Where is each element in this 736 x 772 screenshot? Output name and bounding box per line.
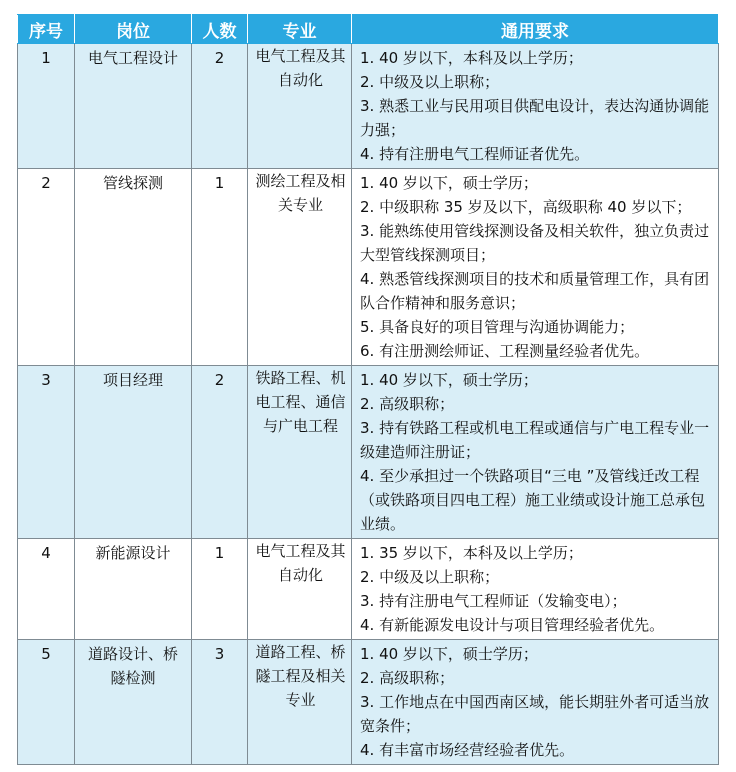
row-requirements	[352, 640, 719, 765]
requirement-item: 4. 有新能源发电设计与项目管理经验者优先。	[360, 616, 665, 634]
row-position: 电气工程设计	[75, 44, 192, 169]
row-major: 电气工程及其自动化	[248, 539, 352, 640]
requirement-item: 4. 有丰富市场经营经验者优先。	[360, 741, 575, 759]
row-index: 2	[18, 169, 75, 366]
row-major: 电气工程及其自动化	[248, 44, 352, 169]
requirement-item: 2. 高级职称；	[360, 395, 455, 413]
table-row	[18, 640, 719, 765]
header-requirements: 通用要求	[352, 15, 719, 44]
table-row	[18, 539, 719, 640]
header-position: 岗位	[75, 15, 192, 44]
table-row	[18, 44, 719, 169]
row-index: 3	[18, 366, 75, 539]
table-header-row	[18, 15, 719, 44]
requirement-item: 2. 高级职称；	[360, 669, 455, 687]
requirement-item: 1. 40 岁以下，硕士学历；	[360, 645, 538, 663]
requirement-item: 2. 中级及以上职称；	[360, 73, 500, 91]
row-count: 3	[192, 640, 248, 765]
requirement-item: 1. 40 岁以下，硕士学历；	[360, 371, 538, 389]
requirement-item: 3. 工作地点在中国西南区域，能长期驻外者可适当放宽条件；	[360, 693, 710, 735]
table-row	[18, 366, 719, 539]
row-count: 1	[192, 169, 248, 366]
row-count: 1	[192, 539, 248, 640]
requirement-item: 2. 中级职称 35 岁及以下，高级职称 40 岁以下；	[360, 198, 692, 216]
requirement-item: 2. 中级及以上职称；	[360, 568, 500, 586]
row-requirements	[352, 539, 719, 640]
table-row	[18, 169, 719, 366]
row-count: 2	[192, 44, 248, 169]
requirement-item: 6. 有注册测绘师证、工程测量经验者优先。	[360, 342, 650, 360]
header-count: 人数	[192, 15, 248, 44]
row-index: 1	[18, 44, 75, 169]
requirement-item: 3. 持有铁路工程或机电工程或通信与广电工程专业一级建造师注册证；	[360, 419, 710, 461]
requirement-item: 3. 能熟练使用管线探测设备及相关软件，独立负责过大型管线探测项目；	[360, 222, 710, 264]
row-count: 2	[192, 366, 248, 539]
header-index: 序号	[18, 15, 75, 44]
row-position: 道路设计、桥隧检测	[75, 640, 192, 765]
row-position: 新能源设计	[75, 539, 192, 640]
requirement-item: 4. 熟悉管线探测项目的技术和质量管理工作，具有团队合作精神和服务意识；	[360, 270, 710, 312]
requirement-item: 1. 35 岁以下，本科及以上学历；	[360, 544, 583, 562]
row-index: 5	[18, 640, 75, 765]
row-major: 铁路工程、机电工程、通信与广电工程	[248, 366, 352, 539]
requirement-item: 4. 至少承担过一个铁路项目“三电 ”及管线迁改工程（或铁路项目四电工程）施工业绩或设计施工总承包业绩。	[360, 467, 706, 533]
requirement-item: 5. 具备良好的项目管理与沟通协调能力；	[360, 318, 635, 336]
header-major: 专业	[248, 15, 352, 44]
row-index: 4	[18, 539, 75, 640]
row-position: 项目经理	[75, 366, 192, 539]
requirement-item: 3. 持有注册电气工程师证（发输变电）；	[360, 592, 627, 610]
row-requirements	[352, 366, 719, 539]
requirement-item: 4. 持有注册电气工程师证者优先。	[360, 145, 590, 163]
recruitment-table-container	[17, 14, 718, 765]
row-requirements	[352, 169, 719, 366]
row-position: 管线探测	[75, 169, 192, 366]
requirement-item: 1. 40 岁以下，硕士学历；	[360, 174, 538, 192]
row-requirements	[352, 44, 719, 169]
row-major: 道路工程、桥隧工程及相关专业	[248, 640, 352, 765]
recruitment-table	[17, 14, 719, 765]
requirement-item: 1. 40 岁以下，本科及以上学历；	[360, 49, 583, 67]
requirement-item: 3. 熟悉工业与民用项目供配电设计，表达沟通协调能力强；	[360, 97, 710, 139]
row-major: 测绘工程及相关专业	[248, 169, 352, 366]
